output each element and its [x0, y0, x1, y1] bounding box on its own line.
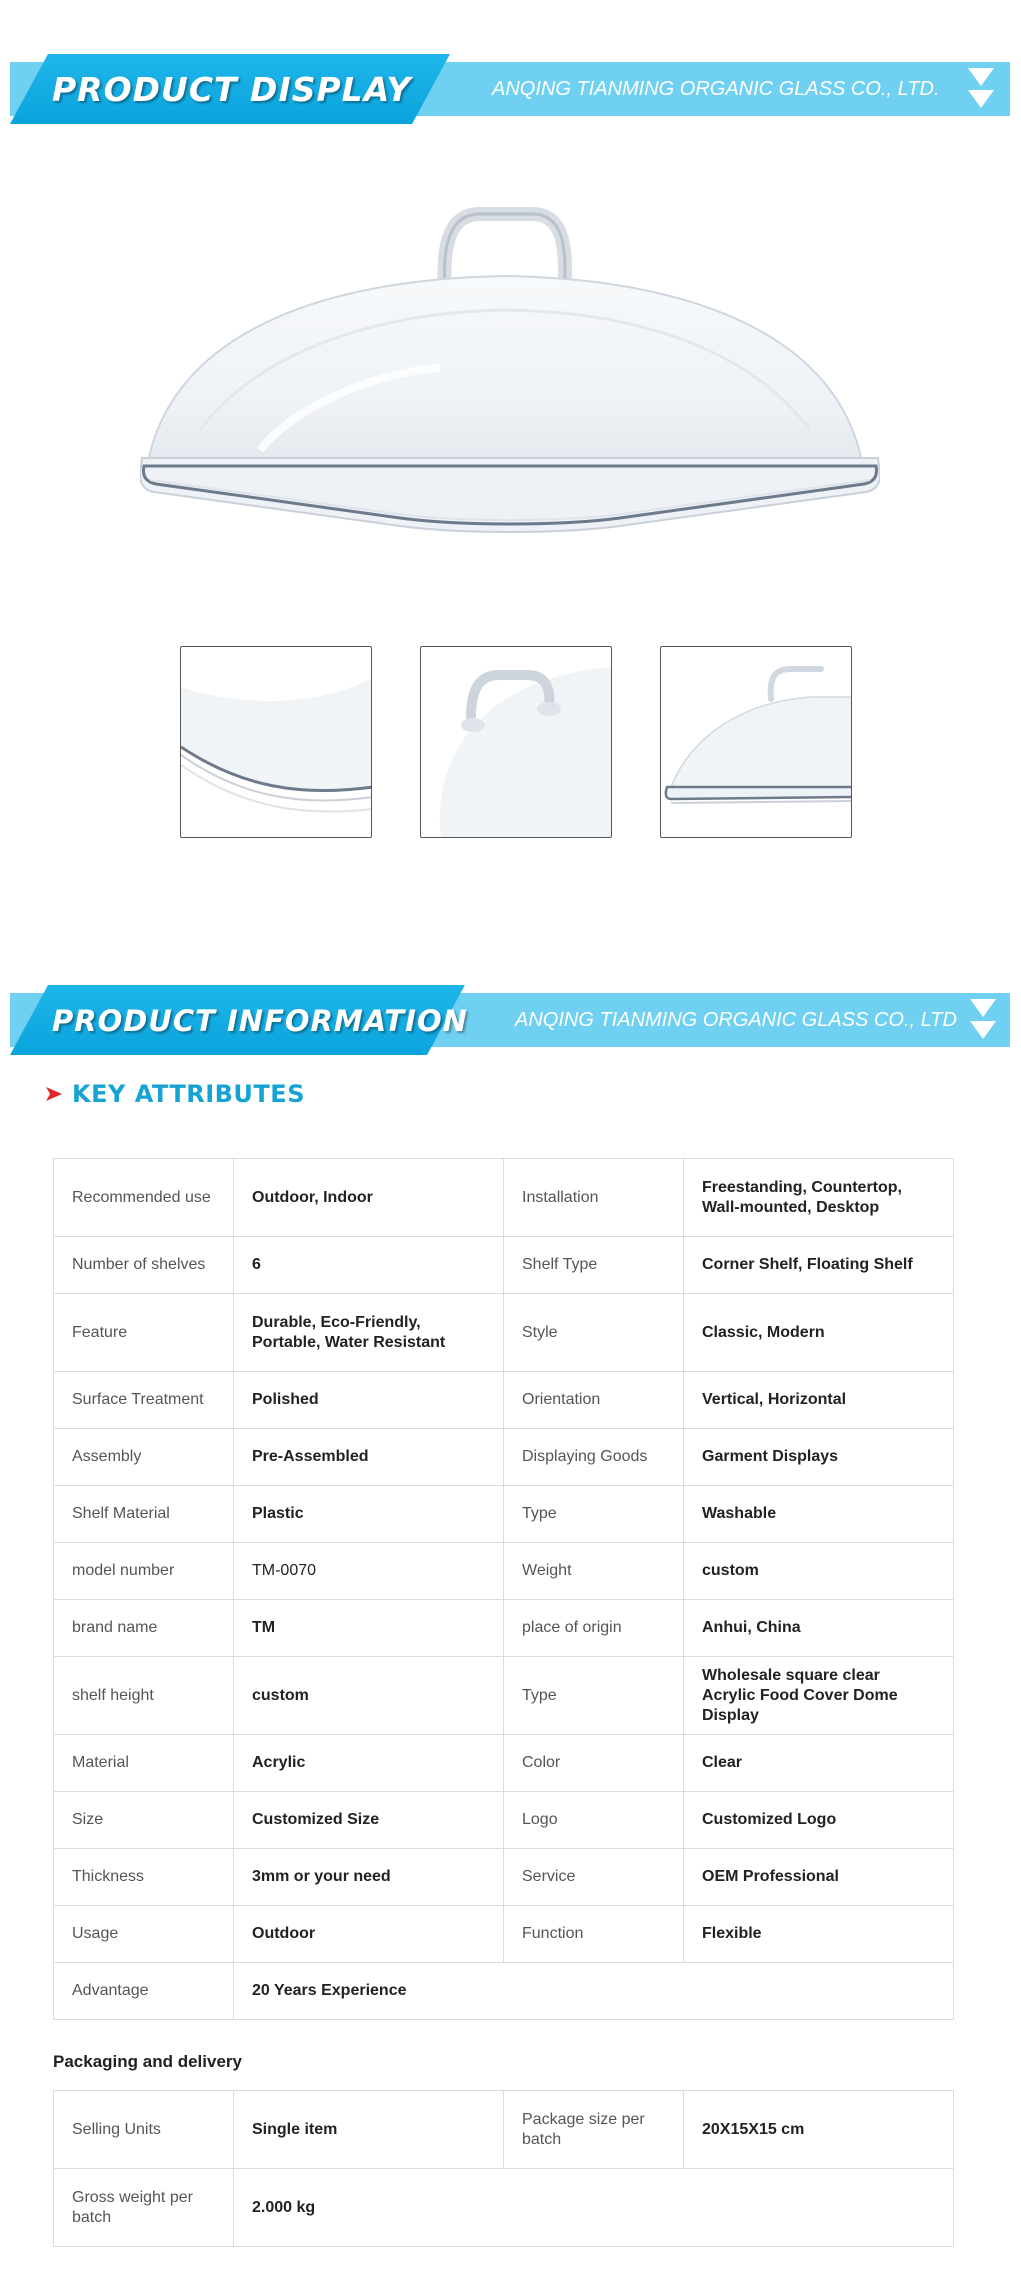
table-row: [54, 1372, 954, 1429]
table-row: [54, 1237, 954, 1294]
attr-key: Advantage: [54, 1963, 234, 2020]
attr-value: TM-0070: [234, 1543, 504, 1600]
attr-key: Assembly: [54, 1429, 234, 1486]
attr-key: Selling Units: [54, 2091, 234, 2169]
attr-key: Size: [54, 1792, 234, 1849]
attr-value: 20X15X15 cm: [684, 2091, 954, 2169]
main-product-image: [140, 200, 880, 540]
attr-key: Function: [504, 1906, 684, 1963]
attr-key: Type: [504, 1657, 684, 1735]
product-thumbnail-1[interactable]: [180, 646, 372, 838]
key-attributes-table: [53, 1158, 954, 2020]
attr-value: Classic, Modern: [684, 1294, 954, 1372]
key-attributes-label: KEY ATTRIBUTES: [72, 1080, 305, 1108]
attr-key: brand name: [54, 1600, 234, 1657]
red-arrow-icon: [46, 1087, 62, 1101]
attr-value: 3mm or your need: [234, 1849, 504, 1906]
attr-key: Surface Treatment: [54, 1372, 234, 1429]
attr-key: Orientation: [504, 1372, 684, 1429]
attr-value: Garment Displays: [684, 1429, 954, 1486]
product-information-banner: [10, 985, 1010, 1055]
attr-key: Usage: [54, 1906, 234, 1963]
attr-value: Customized Size: [234, 1792, 504, 1849]
attr-key: Gross weight per batch: [54, 2169, 234, 2247]
table-row: [54, 1486, 954, 1543]
attr-value: Washable: [684, 1486, 954, 1543]
attr-key: Package size per batch: [504, 2091, 684, 2169]
attr-key: Weight: [504, 1543, 684, 1600]
attr-value: Customized Logo: [684, 1792, 954, 1849]
double-chevron-down-icon: [968, 997, 998, 1043]
attr-value: Flexible: [684, 1906, 954, 1963]
table-row: [54, 1657, 954, 1735]
attr-key: place of origin: [504, 1600, 684, 1657]
attr-key: Thickness: [54, 1849, 234, 1906]
table-row: [54, 1963, 954, 2020]
table-row: [54, 1294, 954, 1372]
attr-value: Polished: [234, 1372, 504, 1429]
attr-value: 6: [234, 1237, 504, 1294]
thumbnail-handle-view-image: [421, 647, 612, 838]
attr-key: Number of shelves: [54, 1237, 234, 1294]
double-chevron-down-icon: [966, 66, 996, 112]
table-row: [54, 1600, 954, 1657]
packaging-table: [53, 2090, 954, 2247]
thumbnail-side-view-image: [661, 647, 852, 838]
attr-key: shelf height: [54, 1657, 234, 1735]
attr-key: Material: [54, 1735, 234, 1792]
attr-key: Shelf Material: [54, 1486, 234, 1543]
attr-value: Freestanding, Countertop, Wall-mounted, Desktop: [684, 1159, 954, 1237]
thumbnail-corner-view-image: [181, 647, 372, 838]
banner-title: PRODUCT DISPLAY: [52, 70, 412, 109]
table-row: [54, 1543, 954, 1600]
product-thumbnail-3[interactable]: [660, 646, 852, 838]
attr-key: Logo: [504, 1792, 684, 1849]
banner-title: PRODUCT INFORMATION: [52, 1004, 468, 1038]
attr-key: model number: [54, 1543, 234, 1600]
attr-value: Plastic: [234, 1486, 504, 1543]
table-row: [54, 2169, 954, 2247]
table-row: [54, 1906, 954, 1963]
attr-value: custom: [234, 1657, 504, 1735]
attr-value: 20 Years Experience: [234, 1963, 954, 2020]
attr-value: Outdoor: [234, 1906, 504, 1963]
attr-key: Shelf Type: [504, 1237, 684, 1294]
key-attributes-heading: [46, 1078, 305, 1110]
attr-value: TM: [234, 1600, 504, 1657]
attr-value: Wholesale square clear Acrylic Food Cover Dome Display: [684, 1657, 954, 1735]
attr-key: Service: [504, 1849, 684, 1906]
attr-value: 2.000 kg: [234, 2169, 954, 2247]
banner-company-name: ANQING TIANMING ORGANIC GLASS CO., LTD: [515, 1009, 957, 1031]
attr-value: Vertical, Horizontal: [684, 1372, 954, 1429]
attr-key: Displaying Goods: [504, 1429, 684, 1486]
attr-value: OEM Professional: [684, 1849, 954, 1906]
table-row: [54, 1159, 954, 1237]
table-row: [54, 1849, 954, 1906]
attr-value: custom: [684, 1543, 954, 1600]
product-thumbnail-2[interactable]: [420, 646, 612, 838]
product-display-banner: [10, 54, 1010, 124]
attr-key: Type: [504, 1486, 684, 1543]
table-row: [54, 1429, 954, 1486]
banner-company-name: ANQING TIANMING ORGANIC GLASS CO., LTD.: [492, 78, 940, 100]
attr-key: Feature: [54, 1294, 234, 1372]
table-row: [54, 1735, 954, 1792]
table-row: [54, 1792, 954, 1849]
attr-value: Single item: [234, 2091, 504, 2169]
attr-value: Durable, Eco-Friendly, Portable, Water Resistant: [234, 1294, 504, 1372]
attr-key: Installation: [504, 1159, 684, 1237]
attr-value: Anhui, China: [684, 1600, 954, 1657]
attr-value: Corner Shelf, Floating Shelf: [684, 1237, 954, 1294]
attr-key: Recommended use: [54, 1159, 234, 1237]
attr-value: Acrylic: [234, 1735, 504, 1792]
attr-value: Pre-Assembled: [234, 1429, 504, 1486]
attr-value: Outdoor, Indoor: [234, 1159, 504, 1237]
attr-value: Clear: [684, 1735, 954, 1792]
table-row: [54, 2091, 954, 2169]
attr-key: Style: [504, 1294, 684, 1372]
packaging-heading: Packaging and delivery: [53, 2052, 242, 2071]
attr-key: Color: [504, 1735, 684, 1792]
